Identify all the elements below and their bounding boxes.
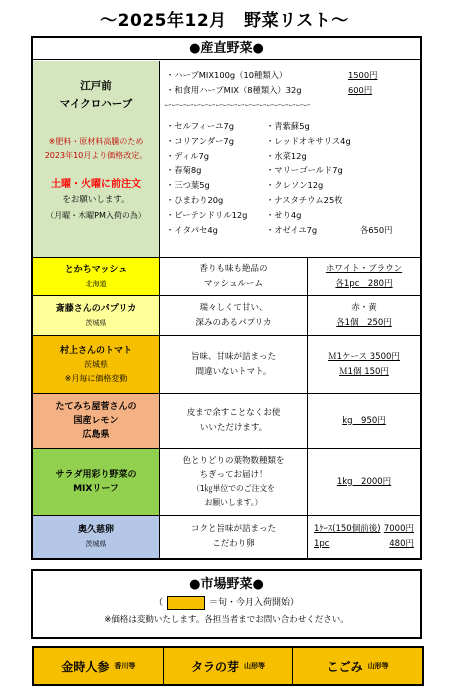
product-desc-cell: [160, 296, 308, 335]
product-name-cell: [33, 394, 160, 448]
herb-name-line1: 江戸前: [80, 80, 112, 92]
product-origin: 北海道: [85, 279, 107, 288]
herb-item: ・三つ葉5g: [166, 180, 210, 191]
product-price-cell: [308, 394, 420, 448]
product-desc: お願いします。）: [204, 498, 263, 507]
product-name-cell: [33, 258, 160, 295]
product-desc: 香りも味も絶品の: [199, 263, 268, 274]
product-desc: こだわり卵: [212, 539, 255, 549]
price-change-note: ※価格は変動いたします。各担当者までお問い合わせください。: [104, 614, 349, 625]
product-price-cell: [308, 516, 420, 558]
product-origin: 茨城県: [85, 318, 107, 327]
herb-item: ・セルフィーユ7g: [166, 121, 234, 131]
product-name-cell: [33, 516, 160, 558]
mix-item: ・ハーブMIX100g（10種類入）: [166, 70, 288, 80]
product-desc: 色とりどりの葉物数種類を: [182, 456, 285, 466]
market-item: [164, 648, 294, 684]
product-desc: マッシュルーム: [204, 278, 263, 289]
herb-item: ・ナスタチウム25枚: [266, 194, 343, 205]
market-item-origin: 山形等: [244, 662, 266, 670]
price-revision-note-1: ※肥料・原材料高騰のため: [48, 137, 144, 146]
product-row-tomato: [33, 336, 420, 394]
price-revision-note-2: 2023年10月より価格改定。: [44, 151, 148, 160]
price-unit: 1ｹｰｽ(150個前後): [314, 524, 381, 534]
market-section: [31, 569, 422, 639]
product-desc-cell: [160, 516, 308, 558]
season-legend: [33, 595, 420, 610]
herb-item: ・せり4g: [266, 209, 302, 220]
herb-item: ・コリアンダー7g: [166, 135, 234, 146]
market-items-row: [32, 646, 424, 686]
herb-name-line2: マイクロハーブ: [59, 98, 133, 110]
herb-item: ・ビーテンドリル12g: [166, 209, 248, 220]
order-request: をお願いします。: [62, 195, 130, 205]
arrival-note: （月曜・木曜PM入荷の為）: [46, 211, 146, 220]
product-price-cell: [308, 296, 420, 335]
herb-name-cell: [33, 61, 160, 257]
product-price: ホワイト・ブラウン: [325, 263, 403, 274]
herb-item: ・オゼイユ7g: [266, 224, 318, 235]
herb-row: [33, 61, 420, 258]
legend-text: ＝旬・今月入荷開始）: [209, 598, 300, 608]
product-name: とかちマッシュ: [64, 264, 128, 275]
market-item: [34, 648, 164, 684]
product-price: 1kg 2000円: [336, 476, 392, 487]
product-desc: 深みのあるパプリカ: [195, 317, 272, 328]
product-name-2: 国産レモン: [73, 416, 119, 426]
product-origin: 広島県: [82, 430, 110, 440]
product-desc: いいただけます。: [199, 423, 268, 433]
market-heading: ●市場野菜●: [189, 577, 264, 592]
product-desc: ちぎってお届け！: [199, 470, 268, 480]
order-deadline: 土曜・火曜に前注文: [51, 179, 141, 190]
product-name: サラダ用彩り野菜の: [55, 470, 137, 480]
product-desc-cell: [160, 258, 308, 295]
product-row-paprika: [33, 296, 420, 336]
product-row-lemon: [33, 394, 420, 449]
mix-price: 600円: [348, 85, 373, 95]
market-item-name: 金時人参: [61, 659, 110, 674]
herb-item: ・レッドオキサリス4g: [266, 135, 351, 146]
price-value: 7000円: [383, 524, 414, 534]
herb-list-cell: [160, 61, 420, 257]
product-desc-cell: [160, 449, 308, 515]
product-row-egg: [33, 516, 420, 558]
product-desc: 間違いないトマト。: [195, 366, 272, 377]
product-row-mushroom: [33, 258, 420, 296]
price-value: 480円: [389, 539, 414, 549]
market-item-origin: 香川等: [114, 662, 136, 670]
herb-item: ・春菊8g: [166, 165, 202, 176]
product-name-2: MIXリーフ: [73, 484, 119, 494]
market-item-name: タラの芽: [191, 659, 240, 674]
divider: ーーーーーーーーーーーーーーーーーーーー: [164, 100, 310, 110]
product-price: Ｍ1個 150円: [339, 366, 389, 377]
herb-item: ・ひまわり20g: [166, 194, 224, 205]
product-desc-cell: [160, 336, 308, 393]
product-price-line: [314, 522, 414, 537]
product-price: Ｍ1ケース 3500円: [328, 351, 400, 362]
price-unit: 1pc: [314, 539, 330, 549]
each-price: 各650円: [360, 224, 393, 235]
sanchoku-section: [31, 36, 422, 560]
season-color-swatch: [167, 596, 205, 610]
product-desc: 皮まで余すことなくお使: [186, 408, 281, 418]
product-price-line: [314, 537, 414, 552]
product-desc: （1㎏単位でのご注文を: [192, 484, 275, 493]
product-name: 奥久慈卵: [77, 525, 114, 535]
herb-item: ・イタパセ4g: [166, 224, 218, 235]
price-fluctuation-note: ※月毎に価格変動: [64, 373, 128, 383]
product-name-cell: [33, 336, 160, 393]
product-desc: 瑞々しくて甘い、: [199, 302, 268, 313]
product-name-cell: [33, 296, 160, 335]
product-price-cell: [308, 449, 420, 515]
sanchoku-heading: ●産直野菜●: [33, 38, 420, 60]
product-desc: 旨味、甘味が詰まった: [190, 351, 276, 362]
product-name: 村上さんのトマト: [59, 345, 132, 356]
product-name: たてみち屋菅さんの: [55, 402, 137, 412]
page-title: ～2025年12月 野菜リスト～: [100, 11, 349, 31]
market-item-name: こごみ: [326, 659, 363, 674]
herb-item: ・ディル7g: [166, 150, 210, 161]
product-price: 赤・黄: [351, 302, 377, 313]
mix-item: ・和食用ハーブMIX（8種類入）32g: [166, 85, 302, 95]
product-price: 各1個 250円: [336, 317, 392, 328]
herb-item: ・マリーゴールド7g: [266, 165, 343, 176]
product-name: 斎藤さんのパプリカ: [55, 303, 137, 314]
herb-item: ・クレソン12g: [266, 180, 324, 191]
herb-item: ・水菜12g: [266, 150, 307, 161]
market-item-origin: 山形等: [367, 662, 389, 670]
herb-item: ・青紫蘇5g: [266, 121, 310, 131]
product-price: 各1pc 280円: [335, 278, 393, 289]
product-name-cell: [33, 449, 160, 515]
product-desc-cell: [160, 394, 308, 448]
product-price: kg 950円: [342, 415, 386, 426]
mix-price: 1500円: [348, 70, 378, 80]
legend-paren: （: [153, 598, 163, 608]
product-origin: 茨城県: [84, 359, 108, 369]
product-price-cell: [308, 336, 420, 393]
product-desc: コクと旨味が詰まった: [190, 524, 276, 534]
product-price-cell: [308, 258, 420, 295]
product-origin: 茨城県: [85, 540, 107, 548]
product-row-mixleaf: [33, 449, 420, 516]
market-item: [293, 648, 422, 684]
